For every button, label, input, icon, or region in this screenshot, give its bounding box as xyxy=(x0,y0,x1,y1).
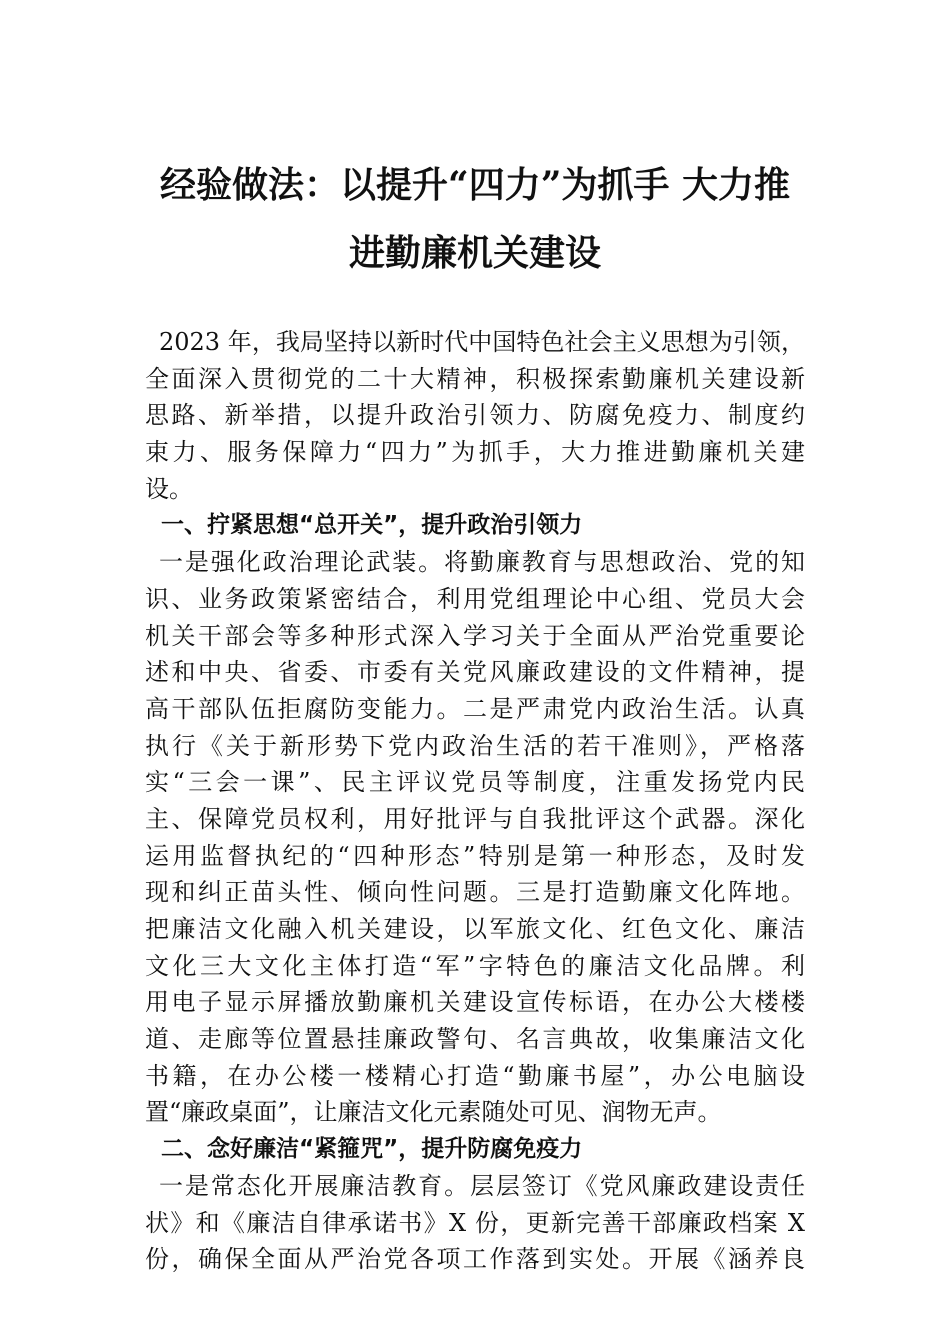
section-2-paragraph xyxy=(145,1168,805,1278)
section-heading-2: 二、念好廉洁“紧箍咒”，提升防腐免疫力 xyxy=(161,1136,583,1163)
paragraph-line: 实“三会一课”、民主评议党员等制度，注重发扬党内民 xyxy=(145,768,805,797)
paragraph-line: 道、走廊等位置悬挂廉政警句、名言典故，收集廉洁文化 xyxy=(145,1025,805,1054)
paragraph-line: 一是强化政治理论武装。将勤廉教育与思想政治、党的知 xyxy=(159,548,805,577)
paragraph-line: 现和纠正苗头性、倾向性问题。三是打造勤廉文化阵地。 xyxy=(145,878,805,907)
paragraph-line: 主、保障党员权利，用好批评与自我批评这个武器。深化 xyxy=(145,804,805,833)
section-1-paragraph xyxy=(145,544,805,1131)
paragraph-line: 设。 xyxy=(145,474,193,503)
document-title-line-1: 经验做法：以提升“四力”为抓手 大力推 xyxy=(160,164,790,206)
paragraph-line: 把廉洁文化融入机关建设，以军旅文化、红色文化、廉洁 xyxy=(145,915,805,943)
paragraph-line: 高干部队伍拒腐防变能力。二是严肃党内政治生活。认真 xyxy=(145,694,805,723)
paragraph-line: 述和中央、省委、市委有关党风廉政建设的文件精神，提 xyxy=(145,658,805,687)
paragraph-line: 2023 年，我局坚持以新时代中国特色社会主义思想为引领， xyxy=(159,328,805,356)
paragraph-line: 束力、服务保障力“四力”为抓手，大力推进勤廉机关建 xyxy=(145,438,805,467)
paragraph-line: 执行《关于新形势下党内政治生活的若干准则》，严格落 xyxy=(145,731,805,760)
paragraph-line: 机关干部会等多种形式深入学习关于全面从严治党重要论 xyxy=(145,621,805,650)
paragraph-line: 文化三大文化主体打造“军”字特色的廉洁文化品牌。利 xyxy=(145,951,805,980)
document-body xyxy=(145,324,805,1278)
paragraph-line: 思路、新举措，以提升政治引领力、防腐免疫力、制度约 xyxy=(145,401,805,430)
section-heading-1: 一、拧紧思想“总开关”，提升政治引领力 xyxy=(161,512,583,539)
paragraph-line: 书籍，在办公楼一楼精心打造“勤廉书屋”，办公电脑设 xyxy=(145,1061,805,1090)
paragraph-line: 置“廉政桌面”，让廉洁文化元素随处可见、润物无声。 xyxy=(145,1098,722,1127)
paragraph-line: 用电子显示屏播放勤廉机关建设宣传标语，在办公大楼楼 xyxy=(145,988,805,1017)
document-title-line-2: 进勤廉机关建设 xyxy=(348,232,601,274)
paragraph-line: 运用监督执纪的“四种形态”特别是第一种形态，及时发 xyxy=(145,841,805,870)
paragraph-line: 份，确保全面从严治党各项工作落到实处。开展《涵养良 xyxy=(145,1245,805,1274)
paragraph-line: 状》和《廉洁自律承诺书》X 份，更新完善干部廉政档案 X xyxy=(145,1208,805,1237)
paragraph-line: 一是常态化开展廉洁教育。层层签订《党风廉政建设责任 xyxy=(159,1171,805,1200)
paragraph-line: 全面深入贯彻党的二十大精神，积极探索勤廉机关建设新 xyxy=(145,364,805,393)
paragraph-line: 识、业务政策紧密结合，利用党组理论中心组、党员大会 xyxy=(145,584,805,613)
intro-paragraph xyxy=(145,324,805,507)
